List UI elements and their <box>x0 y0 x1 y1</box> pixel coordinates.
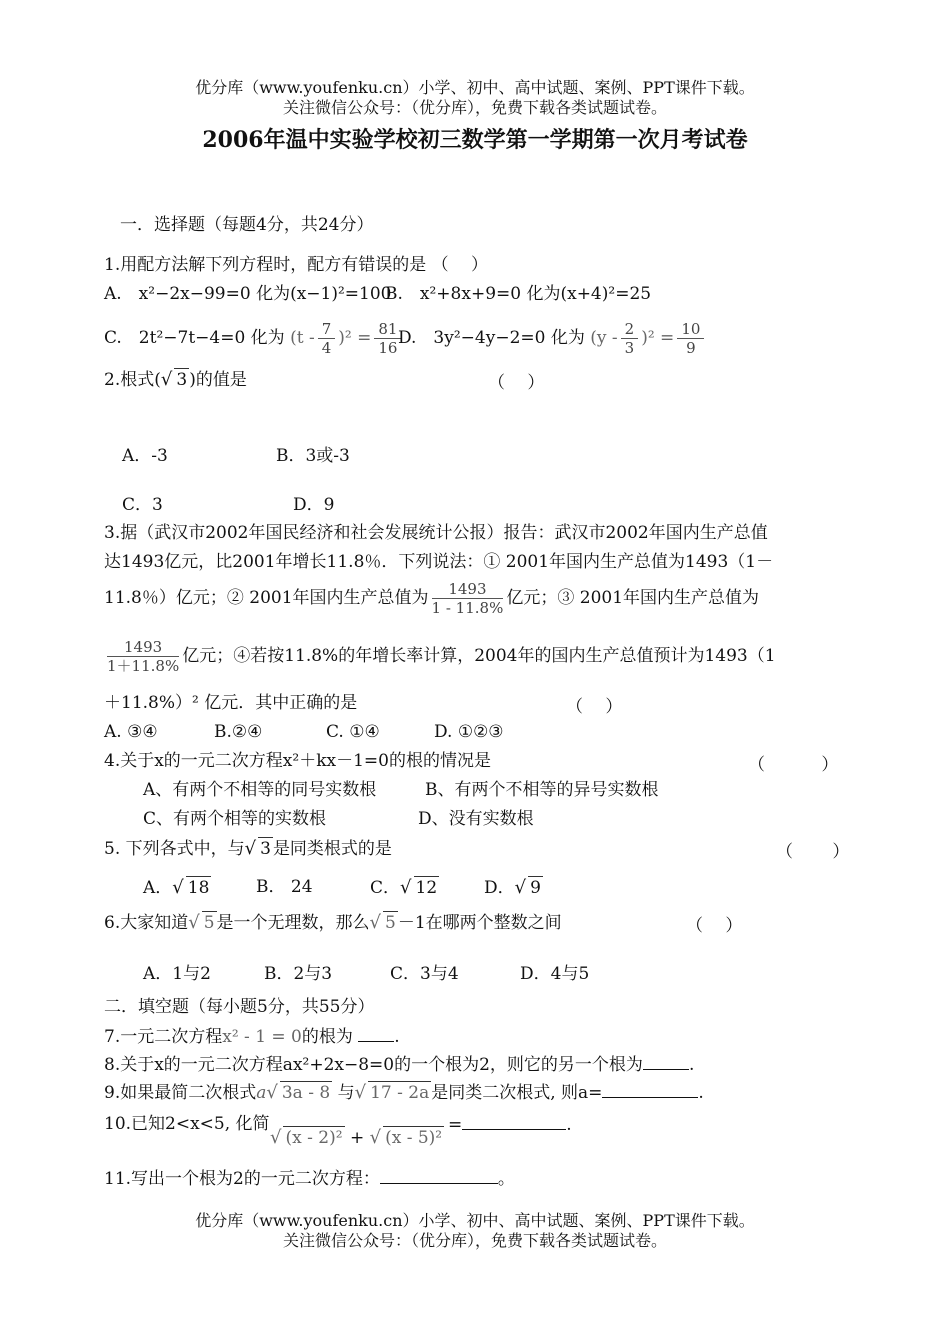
q1-option-d-mid: )² = <box>641 328 675 348</box>
q4-option-c: C、有两个相等的实数根 <box>143 809 327 829</box>
q5-a-radicand: 18 <box>187 878 210 898</box>
q10-answer-blank[interactable] <box>462 1113 566 1130</box>
q5-b-value: 24 <box>290 877 313 897</box>
q5-radicand: 3 <box>260 839 271 859</box>
header-line-1: 优分库（www.youfenku.cn）小学、初中、高中试题、案例、PPT课件下载。 <box>195 78 755 97</box>
q7-end: . <box>394 1027 400 1047</box>
q5-c-radicand: 12 <box>415 878 438 898</box>
q2-option-d: D．9 <box>293 495 335 515</box>
q5-option-c <box>370 876 439 899</box>
q9-suffix: 是同类二次根式, 则a= <box>431 1083 603 1103</box>
q1-option-d-lhs: (y - <box>590 328 618 348</box>
q1-option-c-prefix: C. 2t²−7t−4=0 化为 <box>104 328 285 348</box>
q1-option-d <box>398 320 707 357</box>
q1-option-b: B. x²+8x+9=0 化为(x+4)²=25 <box>385 284 652 304</box>
q5-prefix: 5. 下列各式中，与 <box>104 839 245 859</box>
q2-suffix: 的值是 <box>195 370 247 390</box>
q1-option-d-fraction-2 <box>677 320 704 357</box>
q8 <box>104 1053 694 1076</box>
q10-equals: = <box>448 1115 463 1135</box>
q10-radicand-2: (x - 5)² <box>385 1128 443 1148</box>
q3-line-3-suffix: 亿元；③ 2001年国内生产总值为 <box>506 588 760 608</box>
radical-sign-icon: √ <box>369 1127 382 1148</box>
q2-answer-paren: （ ） <box>488 373 545 393</box>
q1-stem: 1.用配方法解下列方程时，配方有错误的是 （ ） <box>104 255 489 275</box>
q1-option-c-lhs: (t - <box>290 328 315 348</box>
q2-radicand: 3 <box>176 370 188 390</box>
q8-end: . <box>688 1055 695 1075</box>
q11-answer-blank[interactable] <box>380 1167 498 1184</box>
q6-option-c: C．3与4 <box>390 964 459 984</box>
q1-d-f2-num: 10 <box>677 320 704 339</box>
q3-f1-den: 1 - 11.8% <box>431 599 504 617</box>
q6-option-b: B．2与3 <box>264 964 333 984</box>
q6-option-a: A．1与2 <box>143 964 211 984</box>
q1-c-f2-num: 81 <box>374 320 401 339</box>
q3-fraction-1 <box>432 580 504 617</box>
footer-line-2: 关注微信公众号：（优分库），免费下载各类试题试卷。 <box>282 1231 667 1250</box>
q8-answer-blank[interactable] <box>643 1053 689 1070</box>
q5-d-label: D． <box>484 878 515 898</box>
q10-radicand-1: (x - 2)² <box>285 1128 343 1148</box>
q3-line-3 <box>104 580 759 617</box>
q8-text: 8.关于x的一元二次方程ax²+2x−8=0的一个根为2，则它的另一个根为 <box>104 1055 643 1075</box>
q6-option-d: D．4与5 <box>520 964 590 984</box>
radical-sign-icon: √ <box>266 1082 278 1103</box>
q10-prefix: 10.已知2<x<5, 化简 <box>104 1114 270 1134</box>
q7-prefix: 7.一元二次方程 <box>104 1027 223 1047</box>
q9-middle: 与 <box>337 1083 355 1103</box>
q2-stem <box>104 368 247 391</box>
q11-end: 。 <box>497 1169 515 1189</box>
q3-line-5: ＋11.8%）² 亿元．其中正确的是 <box>104 693 358 713</box>
q3-line-3-prefix: 11.8％）亿元；② 2001年国内生产总值为 <box>104 588 429 608</box>
q3-option-c: C. ①④ <box>326 722 380 742</box>
q1-option-c <box>104 320 404 357</box>
q9 <box>104 1081 704 1104</box>
q1-d-f1-den: 3 <box>624 339 635 357</box>
q3-line-1: 3.据（武汉市2002年国民经济和社会发展统计公报）报告：武汉市2002年国内生产总值 <box>104 523 768 543</box>
radical-sign-icon: √ <box>354 1082 367 1103</box>
q3-line-2: 达1493亿元，比2001年增长11.8％．下列说法：① 2001年国内生产总值为1493（1－ <box>104 552 774 572</box>
q3-option-d: D. ①②③ <box>434 722 504 742</box>
q1-option-c-fraction-1 <box>318 320 336 357</box>
q4-stem: 4.关于x的一元二次方程x²＋kx－1=0的根的情况是 <box>104 751 491 771</box>
q3-f2-den: 1＋11.8% <box>107 657 180 675</box>
q5-a-label: A． <box>143 878 173 898</box>
radical-sign-icon: √ <box>188 912 200 933</box>
q1-d-f1-num: 2 <box>621 320 639 339</box>
q1-c-f2-den: 16 <box>378 339 398 357</box>
q2-option-b: B．3或-3 <box>276 446 350 466</box>
q3-line-4-suffix: 亿元；④若按11.8%的年增长率计算，2004年的国内生产总值预计为1493（1 <box>182 646 776 666</box>
q9-end: . <box>698 1083 704 1103</box>
radical-sign-icon: √ <box>172 877 184 898</box>
q1-c-f1-num: 7 <box>318 320 336 339</box>
q3-f1-num: 1493 <box>432 580 504 599</box>
q1-option-d-fraction-1 <box>621 320 639 357</box>
q7-answer-blank[interactable] <box>358 1025 394 1042</box>
q5-stem <box>104 837 392 860</box>
section-1-heading: 一．选择题（每题4分，共24分） <box>120 215 374 235</box>
radical-sign-icon: √ <box>400 877 412 898</box>
q2-radical: (√ 3 ) <box>154 369 196 390</box>
q1-d-f2-den: 9 <box>686 339 696 357</box>
q9-radicand-1: 3a - 8 <box>281 1083 331 1103</box>
q5-d-radicand: 9 <box>530 878 541 898</box>
radical-sign-icon: √ <box>270 1127 282 1148</box>
q10-expression <box>270 1126 444 1149</box>
q1-option-d-prefix: D. 3y²−4y−2=0 化为 <box>398 328 585 348</box>
q7-suffix: 的根为 <box>301 1027 353 1047</box>
q6-radicand-2: 5 <box>385 913 396 933</box>
q5-answer-paren: （ ） <box>776 842 850 862</box>
q7 <box>104 1025 400 1048</box>
q5-c-label: C． <box>370 878 401 898</box>
q10-plus: + <box>349 1128 365 1148</box>
q9-radicand-2: 17 - 2a <box>370 1083 430 1103</box>
q1-option-a: A. x²−2x−99=0 化为(x−1)²=100 <box>104 284 392 304</box>
q6-prefix: 6.大家知道 <box>104 913 189 933</box>
q1-option-c-mid: )² = <box>338 328 372 348</box>
q6-middle: 是一个无理数，那么 <box>216 913 370 933</box>
radical-sign-icon: √ <box>514 877 527 898</box>
q7-equation: x² - 1 = 0 <box>222 1027 302 1047</box>
q1-c-f1-den: 4 <box>321 339 332 357</box>
q11 <box>104 1167 515 1190</box>
q2-prefix: 2.根式 <box>104 370 155 390</box>
q9-prefix: 9.如果最简二次根式 <box>104 1083 257 1103</box>
q5-b-label: B． <box>256 877 286 897</box>
q3-fraction-2 <box>107 638 179 675</box>
q4-option-d: D、没有实数根 <box>418 809 534 829</box>
q5-option-a <box>143 876 211 899</box>
q4-option-a: A、有两个不相等的同号实数根 <box>143 780 377 800</box>
q6-suffix: －1在哪两个整数之间 <box>397 913 562 933</box>
q10-end: . <box>566 1115 572 1135</box>
q3-answer-paren: （ ） <box>566 697 623 717</box>
q6-radicand-1: 5 <box>203 913 215 933</box>
q3-option-b: B.②④ <box>214 722 263 742</box>
q2-option-a: A．-3 <box>122 446 168 466</box>
radical-sign-icon: √ <box>244 838 257 859</box>
q10-answer <box>448 1113 572 1136</box>
q2-option-c: C．3 <box>122 495 163 515</box>
header-line-2: 关注微信公众号：（优分库），免费下载各类试题试卷。 <box>282 98 667 117</box>
section-2-heading: 二．填空题（每小题5分，共55分） <box>104 997 375 1017</box>
q3-option-a: A. ③④ <box>104 722 158 742</box>
radical-sign-icon: √ <box>369 912 382 933</box>
q3-f2-num: 1493 <box>107 638 179 657</box>
q5-option-b <box>256 876 313 898</box>
footer-line-1: 优分库（www.youfenku.cn）小学、初中、高中试题、案例、PPT课件下载。 <box>195 1211 755 1230</box>
q9-answer-blank[interactable] <box>602 1081 698 1098</box>
q4-answer-paren: （ ） <box>748 755 839 775</box>
q6-stem <box>104 911 562 934</box>
q6-answer-paren: （ ） <box>686 916 743 936</box>
page-title: 2006年温中实验学校初三数学第一学期第一次月考试卷 <box>202 127 748 153</box>
q3-line-4 <box>104 638 776 675</box>
q4-option-b: B、有两个不相等的异号实数根 <box>425 780 659 800</box>
q11-prefix: 11.写出一个根为2的一元二次方程： <box>104 1169 380 1189</box>
q9-coefficient: a <box>256 1083 267 1103</box>
q5-option-d <box>484 876 543 899</box>
q5-suffix: 是同类根式的是 <box>272 839 392 859</box>
